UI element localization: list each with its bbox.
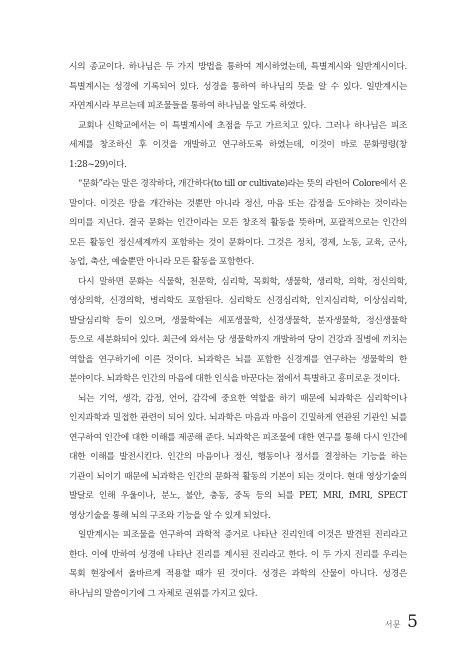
paragraph-1: 시의 종교이다. 하나님은 두 가지 방법을 통하여 계시하였는데, 특별계시와 일반계시이다. 특별계시는 성경에 기록되어 있다. 성경을 통하여 하나님의 뜻을 알 수 있다. 일반계시는 자연계시라 부르는데 피조물들을 통하여 하나님을 알도록 하였다. [69,62,407,111]
running-head: 서문 [384,620,402,629]
paragraph-5: 뇌는 기억, 생각, 감정, 언어, 감각에 중요한 역할을 하기 때문에 뇌과학은 심리학이나 인지과학과 밀접한 관련이 되어 있다. 뇌과학은 마음과 마음이 긴밀하게 연관된 기관인 뇌를 연구하여 인간에 대한 이해를 제공해 준다. 뇌과학은 피조물에 대한 연구를 통해 다시 인간에 대한 이해를 발전시킨다. 인간의 마음이나 정신, 행동이나 정서를 결정하는 기능을 하는 기관이 뇌이기 때문에 뇌과학은 인간의 문화적 활동의 기본이 되는 것이다. 현대 영상기술의 발달로 인해 우울이나, 분노, 불안, 충동, 중독 등의 뇌를 PET, MRI, fMRI, SPECT 영상기술을 통해 뇌의 구조와 기능을 알 수 있게 되었다. [69,393,407,521]
page-number: 5 [407,612,418,632]
page-footer [385,612,418,632]
paragraph-6: 일반계시는 피조물을 연구하여 과학적 증거로 나타난 진리인데 이것은 발견된 진리라고 한다. 이에 반하여 성경에 나타난 진리를 계시된 진리라고 한다. 이 두 가지 진리를 우리는 목회 현장에서 올바르게 적용할 때가 된 것이다. 성경은 과학의 산물이 아니다. 성경은 하나님의 말씀이기에 그 자체로 권위를 가지고 있다. [69,530,407,599]
paragraph-3: “문화”라는 말은 경작하다, 개간하다(to till or cultivate)라는 뜻의 라틴어 Colore에서 온 말이다. 이것은 땅을 개간하는 것뿐만 아니라 정신, 마음 또는 감정을 도야하는 것이라는 의미를 지닌다. 결국 문화는 인간이라는 모든 창조적 활동을 뜻하며, 포괄적으로는 인간의 모든 활동인 정신세계까지 포함하는 것이 문화이다. 그것은 정치, 경제, 노동, 교육, 군사, 농업, 축산, 예술뿐만 아니라 모든 활동을 포함한다. [69,179,407,267]
paragraph-4: 다시 말하면 문화는 식물학, 천문학, 심리학, 목회학, 생물학, 생리학, 의학, 정신의학, 영상의학, 신경의학, 병리학도 포함된다. 심리학도 신경심리학, 인지심리학, 이상심리학, 발달심리학 등이 있으며, 생물학에는 세포생물학, 신경생물학, 분자생물학, 정신생물학 등으로 세분화되어 있다. 최근에 와서는 당 생물학까지 개발하여 당이 건강과 질병에 끼치는 역할을 연구하기에 이른 것이다. 뇌과학은 뇌를 포함한 신경계를 연구하는 생물학의 한 분야이다. 뇌과학은 인간의 마음에 대한 인식을 바꾼다는 점에서 특별하고 흥미로운 것이다. [69,276,407,384]
paragraph-2: 교회나 신학교에서는 이 특별계시에 초점을 두고 가르치고 있다. 그러나 하나님은 피조 세계를 창조하신 후 이것을 개발하고 연구하도록 하였는데, 이것이 바로 문화명령(창 1:28~29)이다. [69,120,407,170]
page-body [69,58,407,604]
